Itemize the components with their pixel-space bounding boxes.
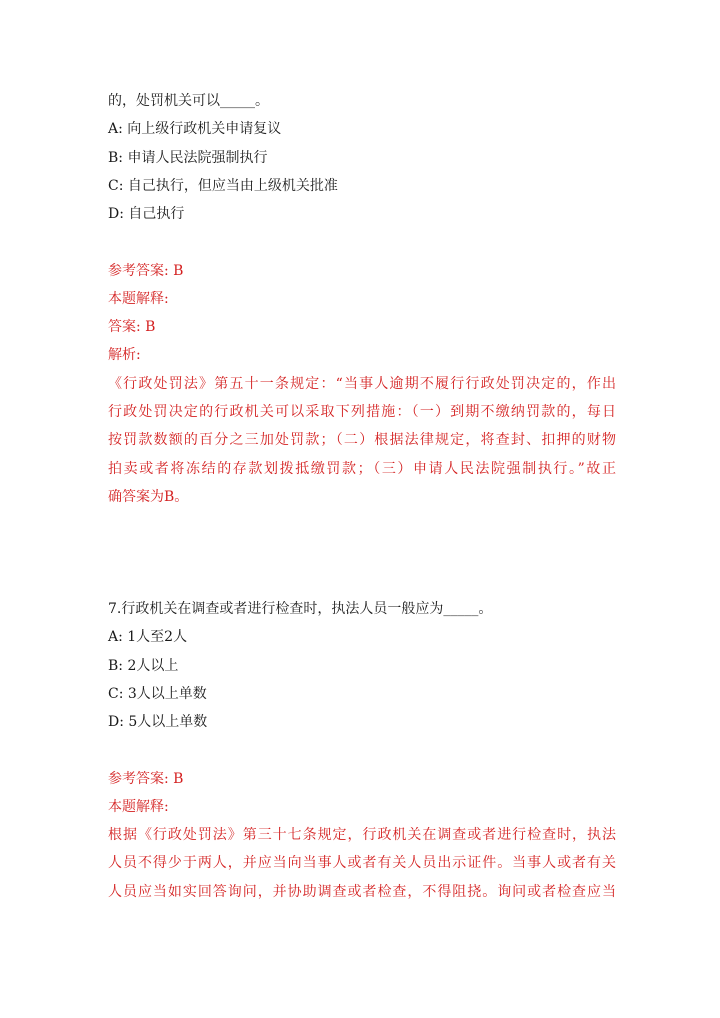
q6-option-b: B: 申请人民法院强制执行 xyxy=(108,150,268,166)
q6-option-d: D: 自己执行 xyxy=(108,206,185,222)
q6-analysis-label: 解析: xyxy=(108,347,141,363)
q6-answer: 答案: B xyxy=(108,319,156,335)
q7-option-c: C: 3人以上单数 xyxy=(108,686,207,702)
q6-option-c: C: 自己执行，但应当由上级机关批准 xyxy=(108,178,338,194)
q6-analysis-line-3: 按罚款数额的百分之三加处罚款；（二）根据法律规定，将查封、扣押的财物 xyxy=(108,432,616,448)
q7-explanation-line-2: 人员不得少于两人，并应当向当事人或者有关人员出示证件。当事人或者有关 xyxy=(108,855,616,871)
q7-explanation-line-3: 人员应当如实回答询问，并协助调查或者检查，不得阻挠。询问或者检查应当 xyxy=(108,884,616,900)
q7-option-d: D: 5人以上单数 xyxy=(108,714,208,730)
q7-explanation-label: 本题解释: xyxy=(108,799,169,815)
q6-analysis-line-1: 《行政处罚法》第五十一条规定：“当事人逾期不履行行政处罚决定的，作出 xyxy=(108,376,616,392)
q7-option-b: B: 2人以上 xyxy=(108,658,179,674)
q7-explanation-line-1: 根据《行政处罚法》第三十七条规定，行政机关在调查或者进行检查时，执法 xyxy=(108,827,616,843)
q6-explanation-label: 本题解释: xyxy=(108,291,169,307)
q6-reference-answer: 参考答案: B xyxy=(108,263,184,279)
q7-stem: 7.行政机关在调查或者进行检查时，执法人员一般应为_____。 xyxy=(108,601,493,617)
q6-analysis-line-2: 行政处罚决定的行政机关可以采取下列措施：（一）到期不缴纳罚款的，每日 xyxy=(108,404,616,420)
q6-stem-tail: 的，处罚机关可以_____。 xyxy=(108,93,269,109)
q7-option-a: A: 1人至2人 xyxy=(108,629,188,645)
q6-analysis-line-5: 确答案为B。 xyxy=(108,489,189,505)
q6-analysis-line-4: 拍卖或者将冻结的存款划拨抵缴罚款；（三）申请人民法院强制执行。”故正 xyxy=(108,461,616,477)
q6-option-a: A: 向上级行政机关申请复议 xyxy=(108,121,282,137)
q7-reference-answer: 参考答案: B xyxy=(108,771,184,787)
